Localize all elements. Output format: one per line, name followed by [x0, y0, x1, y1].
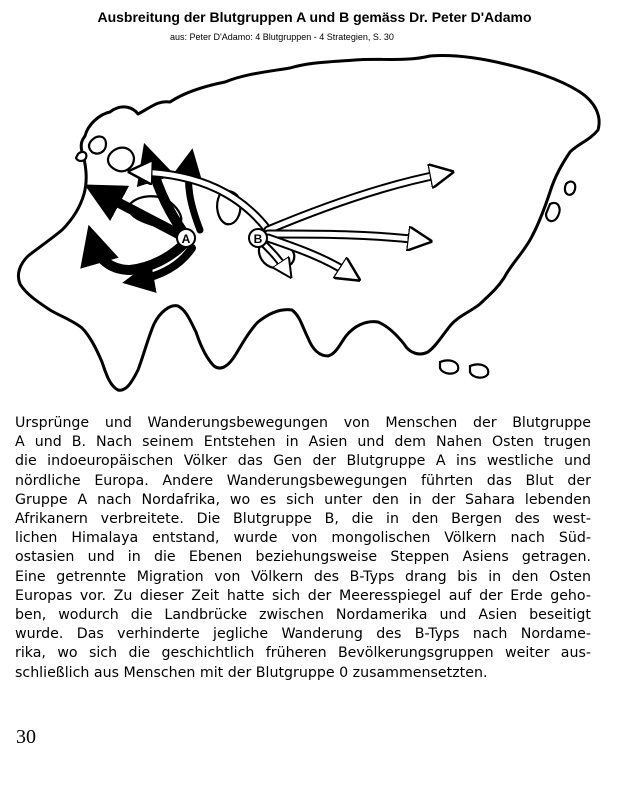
caption-line: lichen Himalaya entstand, wurde von mongolischen Völkern nach Süd- — [15, 530, 591, 547]
caption-line: rika, wo sich die geschichtlich früheren Bevölkerungsgruppen weiter aus- — [15, 645, 591, 662]
caption-line: schließlich aus Menschen mit der Blutgruppe 0 zusammensetzten. — [15, 664, 488, 681]
caption-line: Europas vor. Zu dieser Zeit hatte sich der Meeresspiegel auf der Erde geho- — [15, 587, 591, 604]
landmass-outline — [18, 55, 599, 390]
caption-line: A und B. Nach seinem Entstehen in Asien und dem Nahen Osten trugen — [15, 434, 591, 451]
svg-text:B: B — [253, 232, 263, 246]
caption-line: Gruppe A nach Nordafrika, wo es sich unter den in der Sahara lebenden — [15, 491, 591, 508]
caption-line: Eine getrennte Migration von Völkern des B-Typs drang bis in den Osten — [15, 568, 591, 585]
caption-line: die indoeuropäischen Völker das Gen der Blutgruppe A ins westliche und — [15, 453, 591, 470]
marker-a — [177, 229, 195, 247]
caption-line: nördliche Europa. Andere Wanderungsbewegungen führten das Blut der — [15, 472, 591, 489]
caption-text — [15, 414, 591, 683]
marker-b — [249, 229, 267, 247]
caption-line: Ursprünge und Wanderungsbewegungen von Menschen der Blutgruppe — [15, 415, 591, 431]
caption-line: ben, wodurch die Landbrücke zwischen Nordamerika und Asien beseitigt — [15, 607, 591, 624]
page-title: Ausbreitung der Blutgruppen A und B gemäss Dr. Peter D'Adamo — [97, 9, 532, 25]
svg-text:A: A — [181, 232, 191, 246]
page-number: 30 — [16, 726, 36, 748]
migration-map — [10, 44, 610, 404]
source-citation: aus: Peter D'Adamo: 4 Blutgruppen - 4 Strategien, S. 30 — [170, 32, 394, 42]
caption-line: ostasien und in die Ebenen beziehungsweise Steppen Asiens getragen. — [15, 549, 591, 566]
caption-line: wurde. Das verhinderte jegliche Wanderung des B-Typs nach Nordame- — [15, 626, 591, 643]
caption-line: Afrikanern verbreitete. Die Blutgruppe B, die in den Bergen des west- — [15, 511, 591, 528]
